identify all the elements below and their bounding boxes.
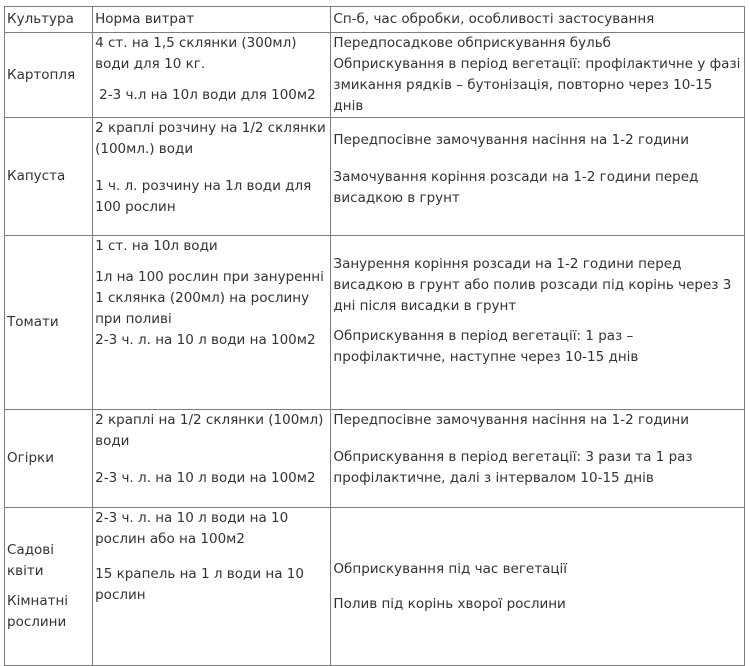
method-cell — [331, 118, 745, 236]
method-text: Передпосадкове обприскування бульб — [333, 35, 612, 51]
table-row — [5, 236, 745, 410]
rate-text: 2 краплі розчину на 1/2 склянки (100мл.) води — [95, 120, 326, 157]
method-cell — [331, 410, 745, 508]
rate-text: 2 краплі на 1/2 склянки (100мл) води — [95, 412, 324, 449]
table-row — [5, 33, 745, 118]
rate-text: 1 ст. на 10л води — [95, 238, 218, 254]
method-text: Обприскування в період вегетації: 1 раз – профілактичне, наступне через 10-15 днів — [333, 328, 639, 365]
header-row — [5, 7, 745, 33]
crop-name: Садові квіти — [7, 542, 54, 579]
method-text: Передпосівне замочування насіння на 1-2 години — [333, 412, 690, 428]
rate-cell — [93, 410, 331, 508]
treatment-table — [4, 6, 745, 666]
rate-cell — [93, 236, 331, 410]
crop-cell — [5, 118, 93, 236]
method-cell — [331, 236, 745, 410]
rate-text: 1 ч. л. розчину на 1л води для 100 рослин — [95, 178, 312, 215]
rate-cell — [93, 33, 331, 118]
crop-cell — [5, 33, 93, 118]
rate-text: 4 ст. на 1,5 склянки (300мл) води для 10 кг. — [95, 35, 297, 72]
table-row — [5, 508, 745, 666]
crop-cell — [5, 236, 93, 410]
rate-cell — [93, 508, 331, 666]
header-crop: Культура — [5, 7, 93, 33]
method-text: Занурення коріння розсади на 1-2 години перед висадкою в грунт або полив розсади під корінь через 3 дні після висадки в грунт — [333, 256, 732, 314]
table-row — [5, 410, 745, 508]
crop-name: Томати — [7, 314, 59, 330]
rate-text: 15 крапель на 1 л води на 10 рослин — [95, 566, 304, 603]
rate-text: 1л на 100 рослин при зануренні 1 склянка (200мл) на рослину при поливі — [95, 269, 324, 327]
header-rate: Норма витрат — [93, 7, 331, 33]
method-cell — [331, 508, 745, 666]
rate-text: 2-3 ч.л на 10л води для 100м2 — [99, 87, 316, 103]
crop-name: Картопля — [7, 66, 76, 83]
method-text: Обприскування в період вегетації: профілактичне у фазі змикання рядків – бутонізація, повторно через 10-15 днів — [333, 56, 741, 114]
method-text: Полив під корінь хворої рослини — [333, 595, 566, 612]
method-cell — [331, 33, 745, 118]
method-text: Замочування коріння розсади на 1-2 години перед висадкою в грунт — [333, 169, 699, 206]
method-text: Обприскування під час вегетації — [333, 560, 568, 577]
crop-cell — [5, 410, 93, 508]
crop-name: Кімнатні рослини — [7, 593, 69, 630]
method-text: Обприскування в період вегетації: 3 рази та 1 раз профілактичне, далі з інтервалом 10-15 днів — [333, 449, 693, 486]
method-text: Передпосівне замочування насіння на 1-2 години — [333, 132, 690, 148]
rate-cell — [93, 118, 331, 236]
crop-cell — [5, 508, 93, 666]
crop-name: Огірки — [7, 450, 54, 466]
rate-text: 2-3 ч. л. на 10 л води на 10 рослин або на 100м2 — [95, 510, 289, 547]
table-row — [5, 118, 745, 236]
header-method: Сп-б, час обробки, особливості застосування — [331, 7, 745, 33]
crop-name: Капуста — [7, 168, 66, 184]
rate-text: 2-3 ч. л. на 10 л води на 100м2 — [95, 332, 316, 348]
rate-text: 2-3 ч. л. на 10 л води на 100м2 — [95, 470, 316, 486]
